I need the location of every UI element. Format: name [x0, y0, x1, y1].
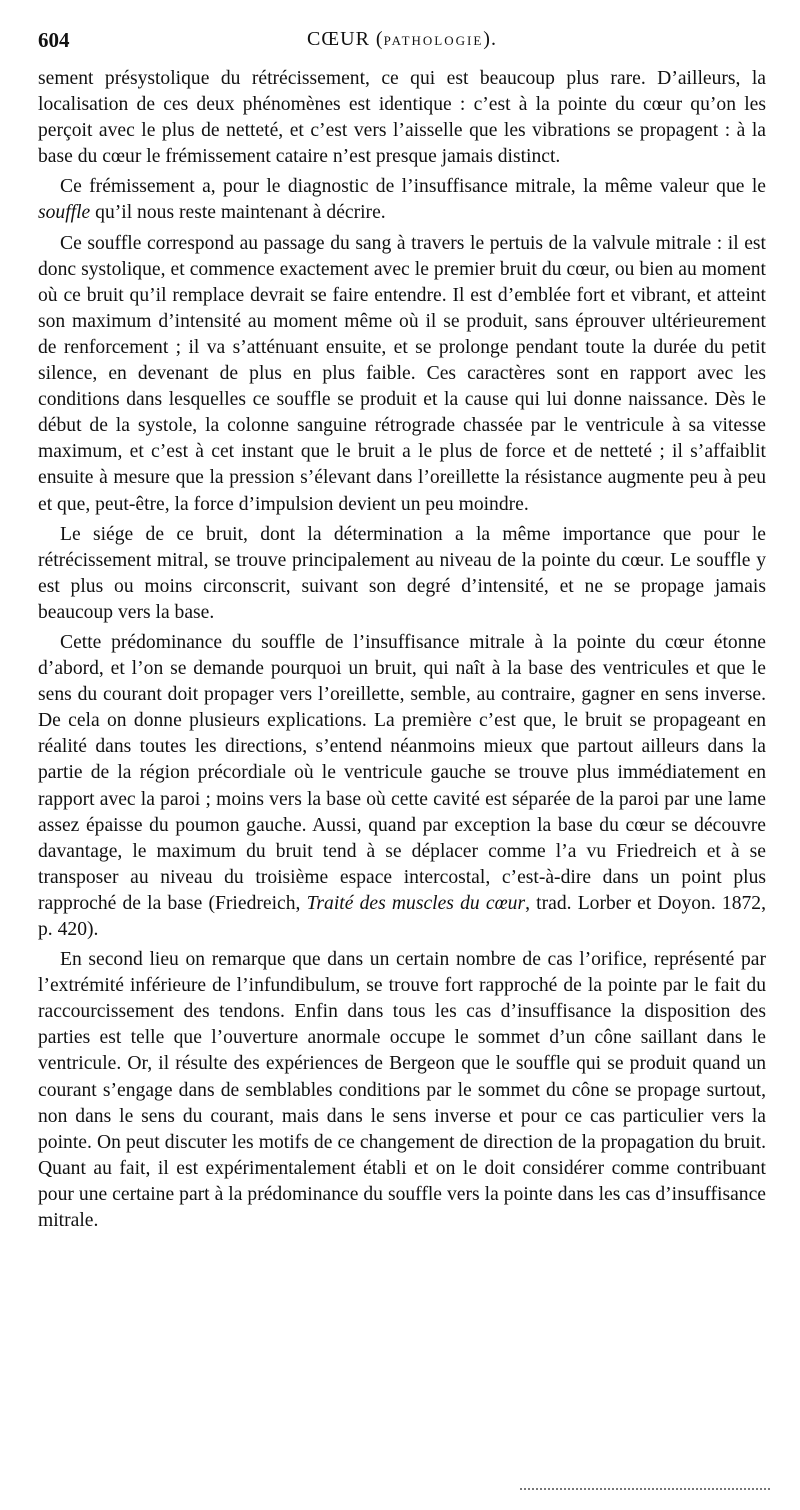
- italic-term-souffle: souffle: [38, 202, 91, 224]
- running-title-main: CŒUR: [307, 28, 370, 50]
- paragraph-continued: sement présystolique du rétrécissement, ce qui est beaucoup plus rare. D’ailleurs, la localisation de ces deux phénomènes est identique : c’est à la pointe du cœur qu’on les perçoit avec le plus de netteté, et c’est vers l’aisselle que les vibrations se propagent : à la base du cœur le frémissement cataire n’est presque jamais distinct.: [38, 68, 766, 168]
- running-title-subtitle: PATHOLOGIE: [383, 33, 484, 48]
- body-text: [38, 66, 766, 1234]
- paragraph-text: , trad. Lorber et Doyon. 1872, p. 420).: [38, 892, 766, 940]
- paragraph-predominance: [38, 630, 766, 943]
- italic-citation-title: Traité des muscles du cœur: [306, 892, 526, 914]
- paragraph-second-lieu: En second lieu on remarque que dans un certain nombre de cas l’orifice, représenté par l’extrémité inférieure de l’infundibulum, se trouve fort rapproché de la pointe par le fait du raccourcissement des tendons. Enfin dans tous les cas d’insuffisance la disposition des parties est telle que l’ouverture anormale occupe le sommet d’un cône saillant dans le ventricule. Or, il résulte des expériences de Bergeon que le souffle qui se produit quand un courant s’engage dans de semblables conditions par le sommet du cône se propage surtout, non dans le sens du courant, mais dans le sens inverse et pour ce cas particulier vers la pointe. On peut discuter les motifs de ce changement de direction de la propagation du bruit. Quant au fait, il est expérimentalement établi et on le doit considérer comme contribuant pour une certaine part à la prédominance du souffle vers la pointe dans les cas d’insuffisance mitrale.: [38, 949, 766, 1232]
- paragraph-text: qu’il nous reste maintenant à décrire.: [90, 202, 386, 224]
- running-title-paren-open: (: [369, 28, 384, 50]
- bottom-print-marks: [520, 1488, 770, 1492]
- running-title-paren-close: ).: [483, 28, 497, 50]
- running-title: [38, 28, 766, 51]
- paragraph-souffle-description: Ce souffle correspond au passage du sang à travers le pertuis de la valvule mitrale : il est donc systolique, et commence exactement avec le premier bruit du cœur, ou bien au moment où ce bruit qu’il remplace devrait se faire entendre. Il est d’emblée fort et vibrant, et atteint son maximum d’intensité au moment même où il se produit, sans éprouver ultérieurement de renforcement ; il va s’atténuant ensuite, et se prolonge pendant toute la durée du petit silence, en devenant de plus en plus faible. Ces caractères sont en rapport avec les conditions dans lesquelles ce souffle se produit et la cause qui lui donne naissance. Dès le début de la systole, la colonne sanguine rétrograde chassée par le ventricule à sa vitesse maximum, et c’est à cet instant que le bruit a le plus de force et de netteté ; il s’affaiblit ensuite à mesure que la pression s’élevant dans l’oreillette la résistance augmente peu à peu et que, peut-être, la force d’impulsion devient un peu moindre.: [38, 232, 766, 515]
- paragraph-siege: Le siége de ce bruit, dont la détermination a la même importance que pour le rétrécissement mitral, se trouve principalement au niveau de la pointe du cœur. Le souffle y est plus ou moins circonscrit, suivant son degré d’intensité, et ne se propage jamais beaucoup vers la base.: [38, 523, 766, 623]
- running-head: [38, 28, 766, 58]
- paragraph-text: Ce frémissement a, pour le diagnostic de l’insuffisance mitrale, la même valeur que le: [60, 176, 766, 198]
- paragraph-text: Cette prédominance du souffle de l’insuffisance mitrale à la pointe du cœur étonne d’abord, et l’on se demande pourquoi un bruit, qui naît à la base des ventricules et que le sens du courant doit propager vers l’oreillette, semble, au contraire, gagner en sens inverse. De cela on donne plusieurs explications. La première c’est que, le bruit se propageant en réalité dans toutes les directions, s’entend néanmoins mieux que partout ailleurs dans la partie de la région précordiale où le ventricule gauche se trouve plus immédiatement en rapport avec la paroi ; moins vers la base où cette cavité est séparée de la paroi par une lame assez épaisse du poumon gauche. Aussi, quand par exception la base du cœur se découvre davantage, le maximum du bruit tend à se déplacer comme l’a vu Friedreich et à se transposer au niveau du troisième espace intercostal, c’est-à-dire dans un point plus rapproché de la base (Friedreich,: [38, 631, 766, 914]
- paragraph-fremissement: [38, 174, 766, 226]
- page-number: 604: [38, 28, 70, 52]
